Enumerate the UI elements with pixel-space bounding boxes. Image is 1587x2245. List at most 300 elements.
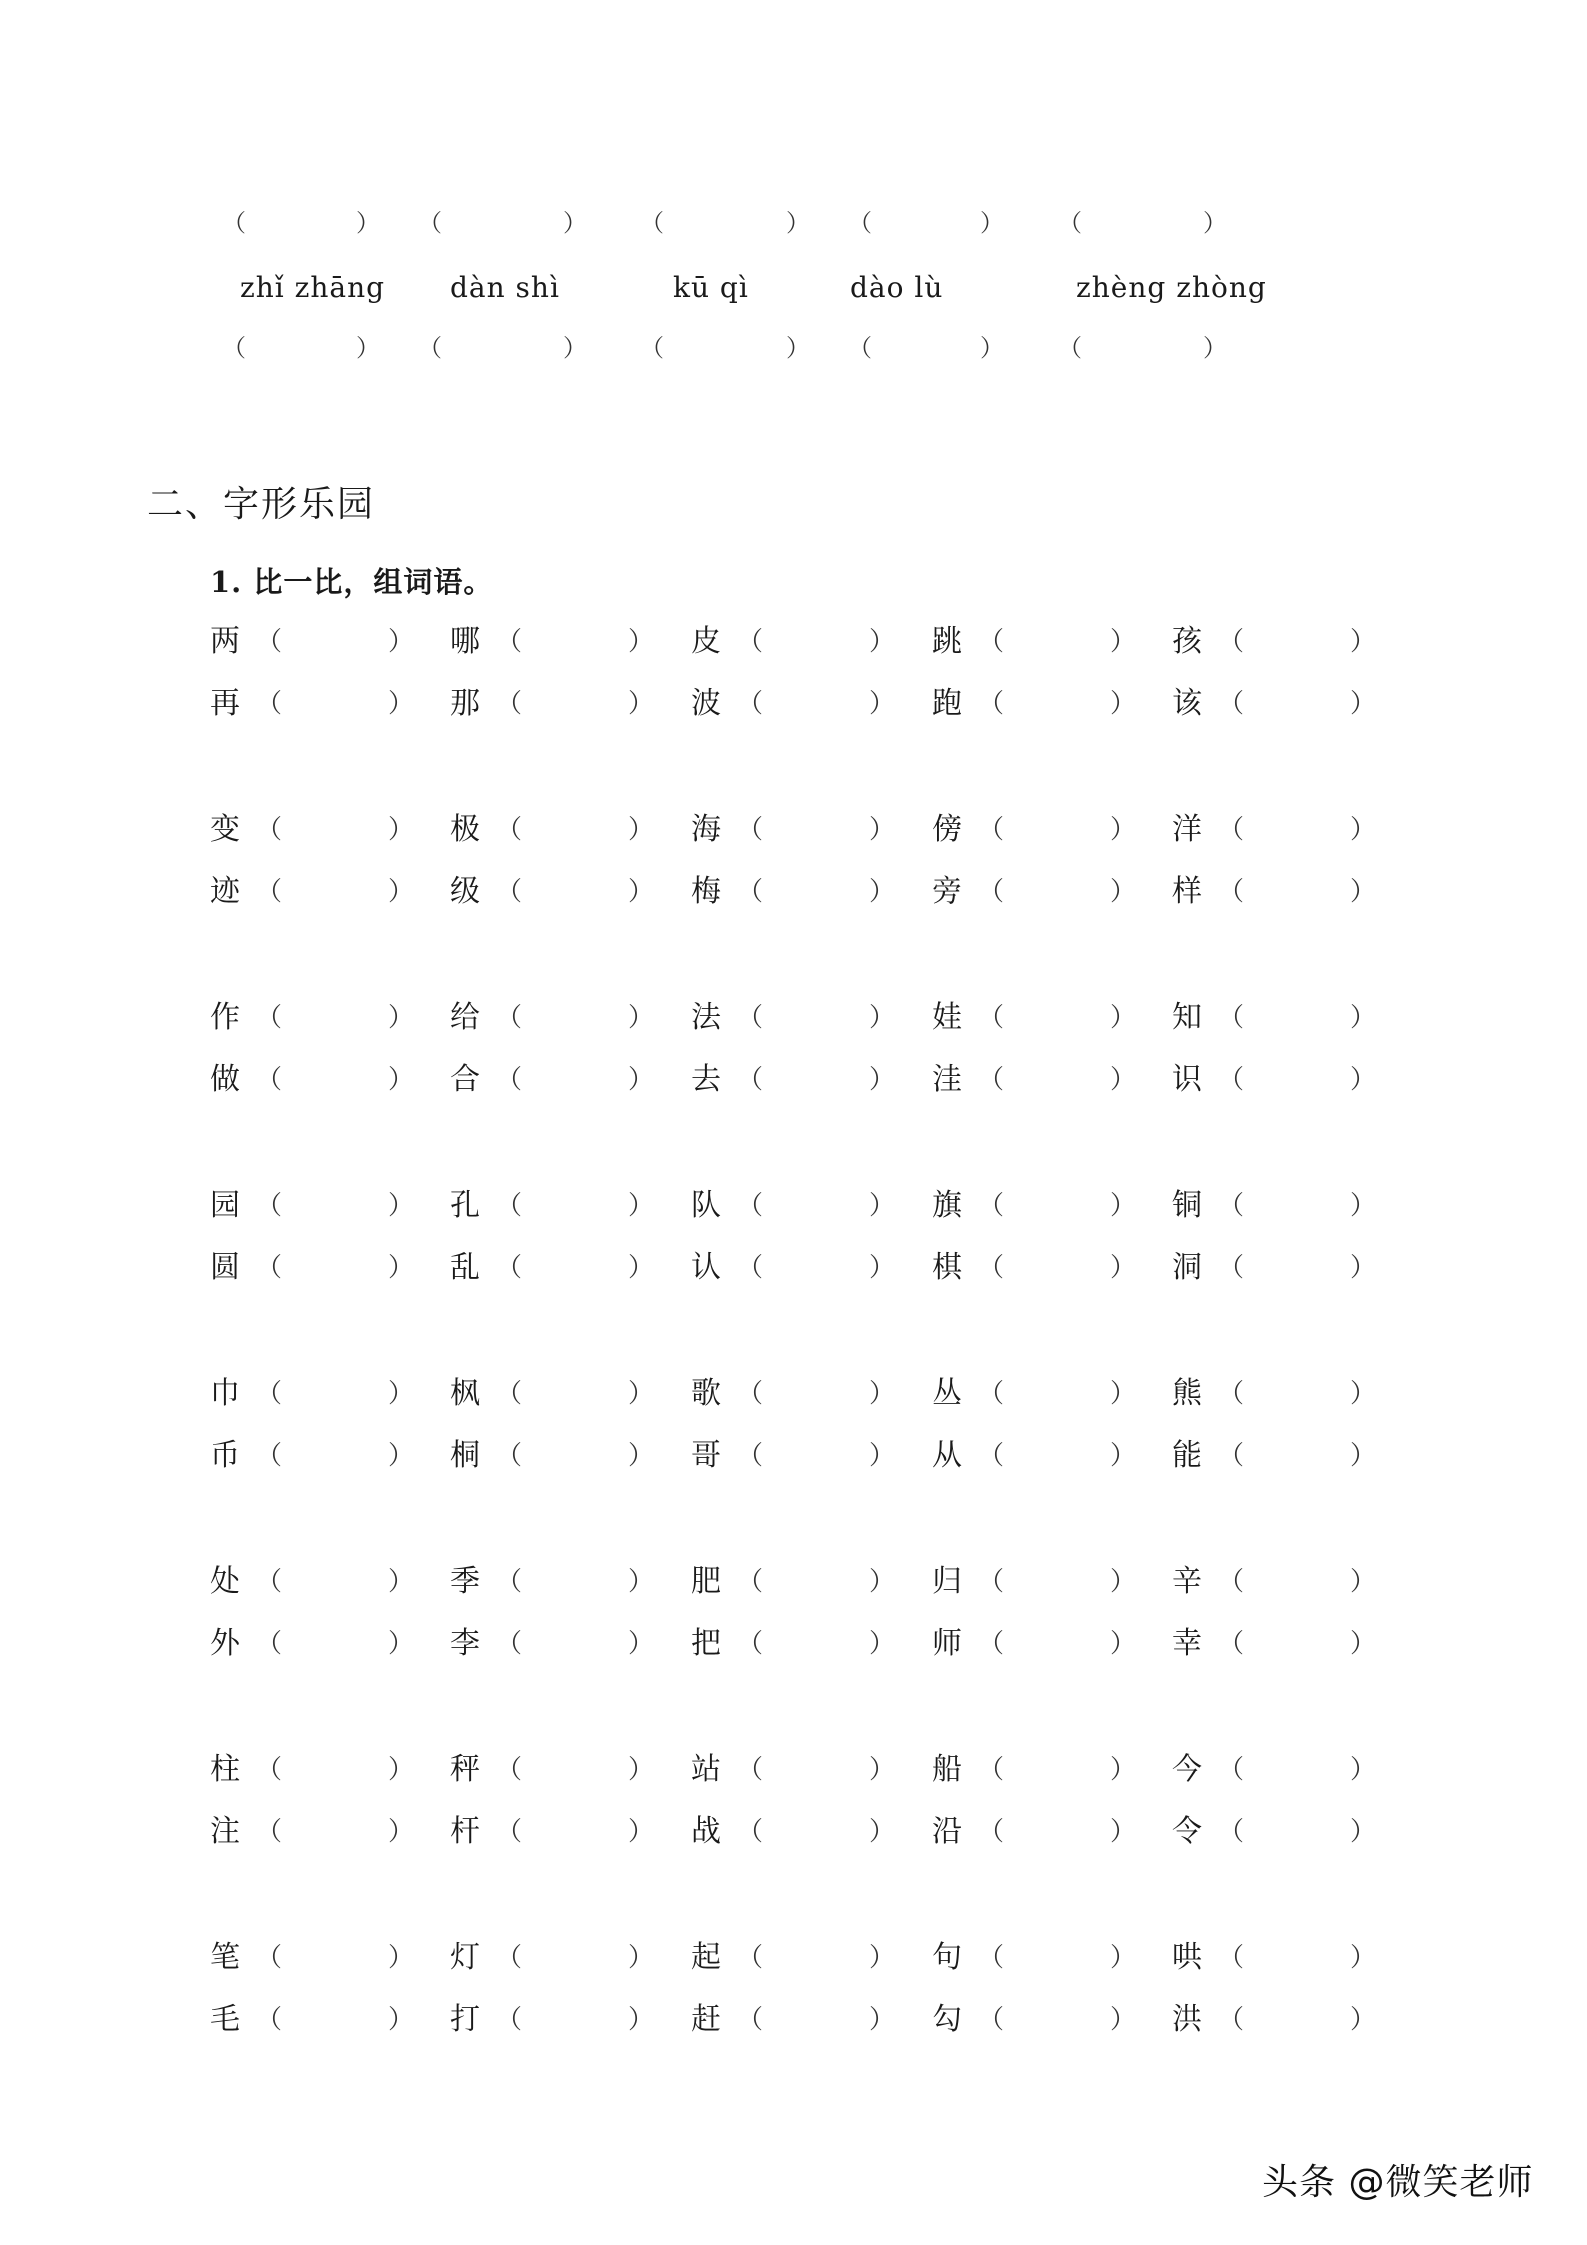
word-row <box>0 995 1587 1041</box>
paren-open: （ <box>1218 2005 1245 2035</box>
character: 肥 <box>691 1564 721 1599</box>
paren-close: ） <box>628 627 655 657</box>
character: 师 <box>932 1626 962 1661</box>
paren-close: ） <box>1110 1755 1137 1785</box>
paren-open: （ <box>848 334 872 362</box>
paren-open: （ <box>496 1003 523 1033</box>
paren-open: （ <box>256 1379 283 1409</box>
paren-open: （ <box>496 1943 523 1973</box>
word-cell <box>1172 1559 1377 1605</box>
character: 船 <box>932 1752 962 1787</box>
paren-open: （ <box>978 1065 1005 1095</box>
paren-open: （ <box>1218 1379 1245 1409</box>
word-row <box>0 1935 1587 1981</box>
paren-open: （ <box>496 877 523 907</box>
paren-close: ） <box>1350 1817 1377 1847</box>
paren-close: ） <box>1350 1191 1377 1221</box>
paren-open: （ <box>737 1253 764 1283</box>
paren-close: ） <box>388 689 415 719</box>
character: 认 <box>691 1250 721 1285</box>
word-cell <box>1172 1371 1377 1417</box>
paren-open: （ <box>496 1441 523 1471</box>
paren-close: ） <box>388 1003 415 1033</box>
word-cell <box>450 619 655 665</box>
character: 今 <box>1172 1752 1202 1787</box>
paren-open: （ <box>1218 689 1245 719</box>
answer-row-top <box>0 203 1587 243</box>
paren-open: （ <box>737 689 764 719</box>
word-cell <box>210 1559 415 1605</box>
character: 外 <box>210 1626 240 1661</box>
paren-open: （ <box>978 1817 1005 1847</box>
word-row <box>0 1747 1587 1793</box>
paren-open: （ <box>256 1003 283 1033</box>
paren-open: （ <box>737 1817 764 1847</box>
word-cell <box>1172 681 1377 727</box>
paren-close: ） <box>388 1379 415 1409</box>
paren-open: （ <box>978 1253 1005 1283</box>
character: 合 <box>450 1062 480 1097</box>
paren-open: （ <box>496 1065 523 1095</box>
paren-close: ） <box>628 1629 655 1659</box>
paren-open: （ <box>737 877 764 907</box>
paren-open: （ <box>737 1191 764 1221</box>
paren-open: （ <box>496 1817 523 1847</box>
paren-open: （ <box>1218 1191 1245 1221</box>
character: 战 <box>691 1814 721 1849</box>
word-cell <box>210 1997 415 2043</box>
word-cell <box>691 1621 896 1667</box>
word-cell <box>932 1747 1137 1793</box>
word-cell <box>932 1183 1137 1229</box>
paren-open: （ <box>256 689 283 719</box>
paren-close: ） <box>1110 1379 1137 1409</box>
paren-open: （ <box>1058 209 1082 237</box>
word-row <box>0 1809 1587 1855</box>
paren-close: ） <box>869 1567 896 1597</box>
word-cell <box>932 1559 1137 1605</box>
word-row <box>0 1621 1587 1667</box>
character: 跳 <box>932 624 962 659</box>
character: 梅 <box>691 874 721 909</box>
paren-close: ） <box>388 1253 415 1283</box>
paren-close: ） <box>1110 1253 1137 1283</box>
paren-open: （ <box>1218 877 1245 907</box>
paren-open: （ <box>496 815 523 845</box>
paren-open: （ <box>737 1629 764 1659</box>
word-cell <box>932 807 1137 853</box>
character: 熊 <box>1172 1376 1202 1411</box>
paren-close: ） <box>388 1817 415 1847</box>
word-cell <box>932 1057 1137 1103</box>
paren-open: （ <box>256 1065 283 1095</box>
paren-open: （ <box>256 2005 283 2035</box>
watermark: 头条 @微笑老师 <box>1262 2162 1534 2203</box>
character: 两 <box>210 624 240 659</box>
paren-close: ） <box>869 627 896 657</box>
paren-close: ） <box>628 1567 655 1597</box>
word-cell <box>450 1935 655 1981</box>
paren-open: （ <box>496 1755 523 1785</box>
paren-close: ） <box>1110 1003 1137 1033</box>
paren-close: ） <box>869 1755 896 1785</box>
word-row <box>0 1997 1587 2043</box>
paren-open: （ <box>1218 1003 1245 1033</box>
answer-row-bottom <box>0 328 1587 368</box>
word-cell <box>932 995 1137 1041</box>
word-cell <box>450 1997 655 2043</box>
paren-close: ） <box>628 1441 655 1471</box>
paren-open: （ <box>848 209 872 237</box>
character: 圆 <box>210 1250 240 1285</box>
character: 起 <box>691 1940 721 1975</box>
character: 哪 <box>450 624 480 659</box>
word-cell <box>932 1997 1137 2043</box>
paren-open: （ <box>496 2005 523 2035</box>
paren-close: ） <box>356 334 380 362</box>
paren-open: （ <box>496 627 523 657</box>
paren-open: （ <box>737 815 764 845</box>
character: 作 <box>210 1000 240 1035</box>
paren-close: ） <box>1350 877 1377 907</box>
paren-close: ） <box>1350 1441 1377 1471</box>
character: 丛 <box>932 1376 962 1411</box>
paren-open: （ <box>1218 1253 1245 1283</box>
character: 洋 <box>1172 812 1202 847</box>
paren-open: （ <box>496 1379 523 1409</box>
word-cell <box>691 1371 896 1417</box>
character: 队 <box>691 1188 721 1223</box>
paren-open: （ <box>978 1003 1005 1033</box>
paren-close: ） <box>1350 1003 1377 1033</box>
paren-open: （ <box>737 1379 764 1409</box>
character: 识 <box>1172 1062 1202 1097</box>
paren-open: （ <box>496 1253 523 1283</box>
paren-close: ） <box>869 1191 896 1221</box>
character: 孔 <box>450 1188 480 1223</box>
paren-close: ） <box>869 689 896 719</box>
paren-close: ） <box>869 1817 896 1847</box>
word-row <box>0 1183 1587 1229</box>
paren-close: ） <box>628 1379 655 1409</box>
paren-open: （ <box>1218 1065 1245 1095</box>
word-cell <box>932 681 1137 727</box>
paren-open: （ <box>1218 815 1245 845</box>
paren-open: （ <box>1218 1943 1245 1973</box>
paren-close: ） <box>628 1065 655 1095</box>
paren-close: ） <box>1110 1065 1137 1095</box>
paren-open: （ <box>640 334 664 362</box>
word-cell <box>1172 1809 1377 1855</box>
word-cell <box>691 619 896 665</box>
paren-close: ） <box>628 815 655 845</box>
word-cell <box>932 1935 1137 1981</box>
paren-close: ） <box>1110 1817 1137 1847</box>
paren-open: （ <box>1218 1629 1245 1659</box>
word-cell <box>932 1245 1137 1291</box>
word-cell <box>932 1621 1137 1667</box>
paren-close: ） <box>1350 1629 1377 1659</box>
word-cell <box>1172 619 1377 665</box>
paren-close: ） <box>1350 2005 1377 2035</box>
word-cell <box>691 995 896 1041</box>
character: 枫 <box>450 1376 480 1411</box>
character: 去 <box>691 1062 721 1097</box>
word-row <box>0 869 1587 915</box>
paren-close: ） <box>628 877 655 907</box>
character: 样 <box>1172 874 1202 909</box>
word-row <box>0 1559 1587 1605</box>
paren-close: ） <box>980 334 1004 362</box>
paren-open: （ <box>1218 1567 1245 1597</box>
paren-close: ） <box>388 1441 415 1471</box>
character: 打 <box>450 2002 480 2037</box>
paren-open: （ <box>737 1441 764 1471</box>
paren-open: （ <box>978 1567 1005 1597</box>
character: 勾 <box>932 2002 962 2037</box>
character: 乱 <box>450 1250 480 1285</box>
paren-close: ） <box>1110 1943 1137 1973</box>
word-cell <box>210 619 415 665</box>
paren-open: （ <box>978 689 1005 719</box>
paren-open: （ <box>978 1379 1005 1409</box>
paren-close: ） <box>356 209 380 237</box>
paren-open: （ <box>256 1253 283 1283</box>
paren-close: ） <box>869 1253 896 1283</box>
paren-open: （ <box>1058 334 1082 362</box>
word-cell <box>1172 1057 1377 1103</box>
paren-open: （ <box>256 877 283 907</box>
paren-close: ） <box>1350 1943 1377 1973</box>
pinyin-row <box>0 268 1587 308</box>
character: 傍 <box>932 812 962 847</box>
word-row <box>0 1433 1587 1479</box>
character: 令 <box>1172 1814 1202 1849</box>
paren-close: ） <box>563 209 587 237</box>
paren-close: ） <box>1350 1065 1377 1095</box>
character: 能 <box>1172 1438 1202 1473</box>
word-cell <box>450 1371 655 1417</box>
character: 洪 <box>1172 2002 1202 2037</box>
word-cell <box>210 995 415 1041</box>
paren-close: ） <box>1350 627 1377 657</box>
character: 再 <box>210 686 240 721</box>
paren-close: ） <box>869 877 896 907</box>
paren-close: ） <box>1110 1629 1137 1659</box>
paren-close: ） <box>1110 689 1137 719</box>
word-cell <box>210 1371 415 1417</box>
character: 幸 <box>1172 1626 1202 1661</box>
word-cell <box>691 869 896 915</box>
paren-close: ） <box>869 1943 896 1973</box>
paren-close: ） <box>869 815 896 845</box>
word-row <box>0 807 1587 853</box>
word-cell <box>691 807 896 853</box>
paren-close: ） <box>1203 209 1227 237</box>
paren-close: ） <box>628 2005 655 2035</box>
word-cell <box>691 1809 896 1855</box>
word-cell <box>1172 1245 1377 1291</box>
word-cell <box>210 1935 415 1981</box>
paren-close: ） <box>388 1629 415 1659</box>
word-cell <box>210 1747 415 1793</box>
paren-close: ） <box>628 1003 655 1033</box>
word-cell <box>210 869 415 915</box>
paren-open: （ <box>978 2005 1005 2035</box>
paren-close: ） <box>980 209 1004 237</box>
word-cell <box>691 1057 896 1103</box>
character: 处 <box>210 1564 240 1599</box>
word-cell <box>450 1809 655 1855</box>
paren-close: ） <box>1110 815 1137 845</box>
character: 巾 <box>210 1376 240 1411</box>
word-cell <box>1172 1935 1377 1981</box>
paren-open: （ <box>737 1003 764 1033</box>
character: 毛 <box>210 2002 240 2037</box>
word-cell <box>210 1245 415 1291</box>
word-cell <box>691 1997 896 2043</box>
paren-open: （ <box>737 627 764 657</box>
paren-close: ） <box>628 1253 655 1283</box>
character: 灯 <box>450 1940 480 1975</box>
paren-open: （ <box>737 1755 764 1785</box>
word-cell <box>1172 1433 1377 1479</box>
paren-close: ） <box>1350 1379 1377 1409</box>
paren-open: （ <box>222 334 246 362</box>
character: 歌 <box>691 1376 721 1411</box>
pinyin-word: kū qì <box>673 271 749 304</box>
word-row <box>0 681 1587 727</box>
paren-open: （ <box>418 334 442 362</box>
character: 波 <box>691 686 721 721</box>
paren-open: （ <box>256 1441 283 1471</box>
paren-open: （ <box>222 209 246 237</box>
word-cell <box>932 1371 1137 1417</box>
character: 桐 <box>450 1438 480 1473</box>
word-cell <box>1172 869 1377 915</box>
paren-close: ） <box>1350 1567 1377 1597</box>
paren-open: （ <box>640 209 664 237</box>
paren-close: ） <box>628 1755 655 1785</box>
character: 旁 <box>932 874 962 909</box>
word-cell <box>450 807 655 853</box>
paren-close: ） <box>388 1755 415 1785</box>
word-cell <box>691 1559 896 1605</box>
character: 棋 <box>932 1250 962 1285</box>
character: 知 <box>1172 1000 1202 1035</box>
word-cell <box>450 1747 655 1793</box>
pinyin-word: dào lù <box>850 271 944 304</box>
word-cell <box>691 1433 896 1479</box>
word-cell <box>932 619 1137 665</box>
character: 哥 <box>691 1438 721 1473</box>
character: 注 <box>210 1814 240 1849</box>
paren-close: ） <box>1350 1253 1377 1283</box>
word-cell <box>1172 1997 1377 2043</box>
paren-open: （ <box>737 1065 764 1095</box>
paren-open: （ <box>978 815 1005 845</box>
paren-close: ） <box>1110 877 1137 907</box>
paren-open: （ <box>496 689 523 719</box>
paren-close: ） <box>869 1003 896 1033</box>
word-row <box>0 1371 1587 1417</box>
paren-open: （ <box>256 1943 283 1973</box>
paren-open: （ <box>256 1191 283 1221</box>
character: 变 <box>210 812 240 847</box>
paren-open: （ <box>978 1441 1005 1471</box>
paren-close: ） <box>388 815 415 845</box>
paren-open: （ <box>737 1943 764 1973</box>
word-cell <box>691 681 896 727</box>
paren-close: ） <box>388 2005 415 2035</box>
paren-close: ） <box>1110 2005 1137 2035</box>
paren-open: （ <box>978 1755 1005 1785</box>
character: 那 <box>450 686 480 721</box>
paren-close: ） <box>628 1191 655 1221</box>
paren-open: （ <box>978 627 1005 657</box>
paren-open: （ <box>256 1567 283 1597</box>
paren-open: （ <box>978 1629 1005 1659</box>
paren-open: （ <box>418 209 442 237</box>
word-cell <box>450 1245 655 1291</box>
word-cell <box>450 1433 655 1479</box>
paren-open: （ <box>978 877 1005 907</box>
exercise-title: 1. 比一比，组词语。 <box>210 565 494 599</box>
paren-close: ） <box>628 689 655 719</box>
word-cell <box>1172 1747 1377 1793</box>
pinyin-word: zhèng zhòng <box>1076 271 1267 304</box>
word-cell <box>932 869 1137 915</box>
word-cell <box>691 1183 896 1229</box>
paren-open: （ <box>496 1629 523 1659</box>
word-cell <box>210 1621 415 1667</box>
word-cell <box>210 681 415 727</box>
pinyin-word: zhǐ zhāng <box>240 271 386 304</box>
paren-open: （ <box>978 1943 1005 1973</box>
paren-open: （ <box>737 2005 764 2035</box>
word-cell <box>450 869 655 915</box>
character: 孩 <box>1172 624 1202 659</box>
paren-open: （ <box>978 1191 1005 1221</box>
word-cell <box>450 1183 655 1229</box>
paren-close: ） <box>869 1629 896 1659</box>
paren-close: ） <box>1110 1191 1137 1221</box>
paren-open: （ <box>1218 627 1245 657</box>
character: 从 <box>932 1438 962 1473</box>
character: 极 <box>450 812 480 847</box>
character: 海 <box>691 812 721 847</box>
paren-close: ） <box>388 1943 415 1973</box>
word-cell <box>450 681 655 727</box>
character: 给 <box>450 1000 480 1035</box>
paren-open: （ <box>256 1817 283 1847</box>
paren-open: （ <box>496 1191 523 1221</box>
section-title: 二、字形乐园 <box>147 484 376 525</box>
paren-close: ） <box>1350 815 1377 845</box>
character: 园 <box>210 1188 240 1223</box>
character: 季 <box>450 1564 480 1599</box>
character: 跑 <box>932 686 962 721</box>
character: 句 <box>932 1940 962 1975</box>
word-cell <box>691 1747 896 1793</box>
paren-open: （ <box>1218 1441 1245 1471</box>
word-cell <box>1172 807 1377 853</box>
paren-close: ） <box>869 1065 896 1095</box>
paren-close: ） <box>388 1065 415 1095</box>
paren-close: ） <box>388 1567 415 1597</box>
character: 做 <box>210 1062 240 1097</box>
word-cell <box>210 1183 415 1229</box>
